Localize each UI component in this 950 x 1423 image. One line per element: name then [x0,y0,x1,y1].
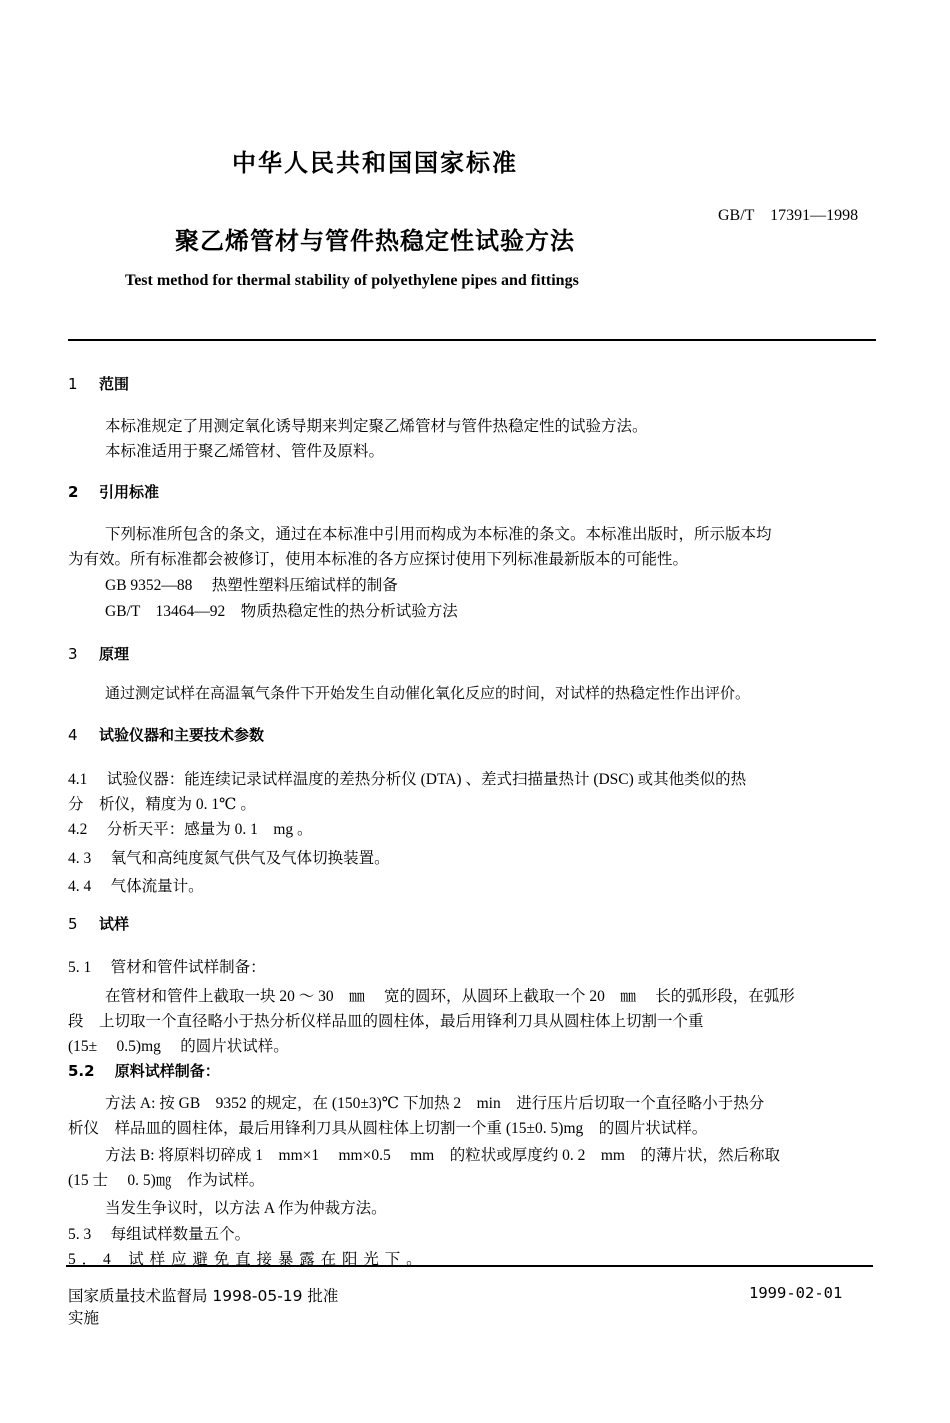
section-number: 3 [68,645,78,663]
section-3-heading [68,643,129,664]
paragraph-line: 下列标准所包含的条文，通过在本标准中引用而构成为本标准的条文。本标准出版时，所示版本均 [105,525,772,543]
implementation-date: 1999-02-01 [749,1284,843,1302]
paragraph: 当发生争议时，以方法 A 作为仲裁方法。 [105,1200,387,1217]
method-b-line: (15 士 0. 5)㎎ 作为试样。 [68,1172,265,1189]
method-b-line: 方法 B: 将原料切碎成 1 mm×1 mm×0.5 mm 的粒状或厚度约 0. 2 mm 的薄片状，然后称取 [105,1147,780,1164]
approval-note: 国家质量技术监督局 1998-05-19 批准 [68,1287,339,1305]
method-a-line: 方法 A: 按 GB 9352 的规定，在 (150±3)℃ 下加热 2 min 进行压片后切取一个直径略小于热分 [105,1095,765,1112]
paragraph-line: 为有效。所有标准都会被修订，使用本标准的各方应探讨使用下列标准最新版本的可能性。 [68,550,689,568]
section-5-heading [68,913,129,934]
reference-item: GB/T 13464—92 物质热稳定性的热分析试验方法 [105,603,458,620]
paragraph: 通过测定试样在高温氧气条件下开始发生自动催化氧化反应的时间，对试样的热稳定性作出评价。 [105,684,751,702]
section-number: 5 [68,915,78,933]
section-title: 范围 [99,375,130,393]
section-2-heading [68,481,159,502]
paragraph-line: (15± 0.5)mg 的圆片状试样。 [68,1038,289,1055]
implementation-label: 实施 [68,1309,100,1327]
clause-5-2-heading: 5.2 原料试样制备： [68,1062,220,1080]
section-title: 试样 [99,915,130,933]
clause-4-1-line: 分 析仪，精度为 0. 1℃ 。 [68,796,256,813]
document-title: 聚乙烯管材与管件热稳定性试验方法 [175,227,575,255]
clause-4-1-line: 4.1 试验仪器：能连续记录试样温度的差热分析仪 (DTA) 、差式扫描量热计 (DSC) 或其他类似的热 [68,771,747,788]
clause-5-1: 5. 1 管材和管件试样制备： [68,959,266,976]
national-standard-heading: 中华人民共和国国家标准 [232,149,518,177]
clause-5-3: 5. 3 每组试样数量五个。 [68,1226,251,1243]
section-4-heading [68,724,264,745]
section-number: 2 [68,483,79,501]
section-number: 4 [68,726,78,744]
clause-5-4: 5 ． 4 试 样 应 避 免 直 接 暴 露 在 阳 光 下 。 [68,1251,423,1268]
header-divider [68,339,876,341]
section-number: 1 [68,375,78,393]
clause-4-3: 4. 3 氧气和高纯度氮气供气及气体切换装置。 [68,850,390,867]
section-title: 引用标准 [99,483,160,501]
paragraph-line: 在管材和管件上截取一块 20 ～ 30 ㎜ 宽的圆环，从圆环上截取一个 20 ㎜ 长的弧形段，在弧形 [105,988,795,1005]
section-title: 试验仪器和主要技术参数 [99,726,265,744]
english-title: Test method for thermal stability of polyethylene pipes and fittings [125,272,579,289]
clause-4-2: 4.2 分析天平：感量为 0. 1 mg 。 [68,821,313,838]
section-title: 原理 [99,645,130,663]
footer-divider [66,1265,873,1267]
method-a-line: 析仪 样品皿的圆柱体，最后用锋利刀具从圆柱体上切割一个重 (15±0. 5)mg 的圆片状试样。 [68,1120,708,1137]
standard-code: GB/T 17391—1998 [718,207,859,224]
reference-item: GB 9352—88 热塑性塑料压缩试样的制备 [105,577,398,594]
section-1-heading [68,373,129,394]
paragraph: 本标准规定了用测定氧化诱导期来判定聚乙烯管材与管件热稳定性的试验方法。 [105,417,648,435]
paragraph: 本标准适用于聚乙烯管材、管件及原料。 [105,442,385,460]
paragraph-line: 段 上切取一个直径略小于热分析仪样品皿的圆柱体，最后用锋利刀具从圆柱体上切割一个重 [68,1013,704,1030]
clause-4-4: 4. 4 气体流量计。 [68,878,204,895]
